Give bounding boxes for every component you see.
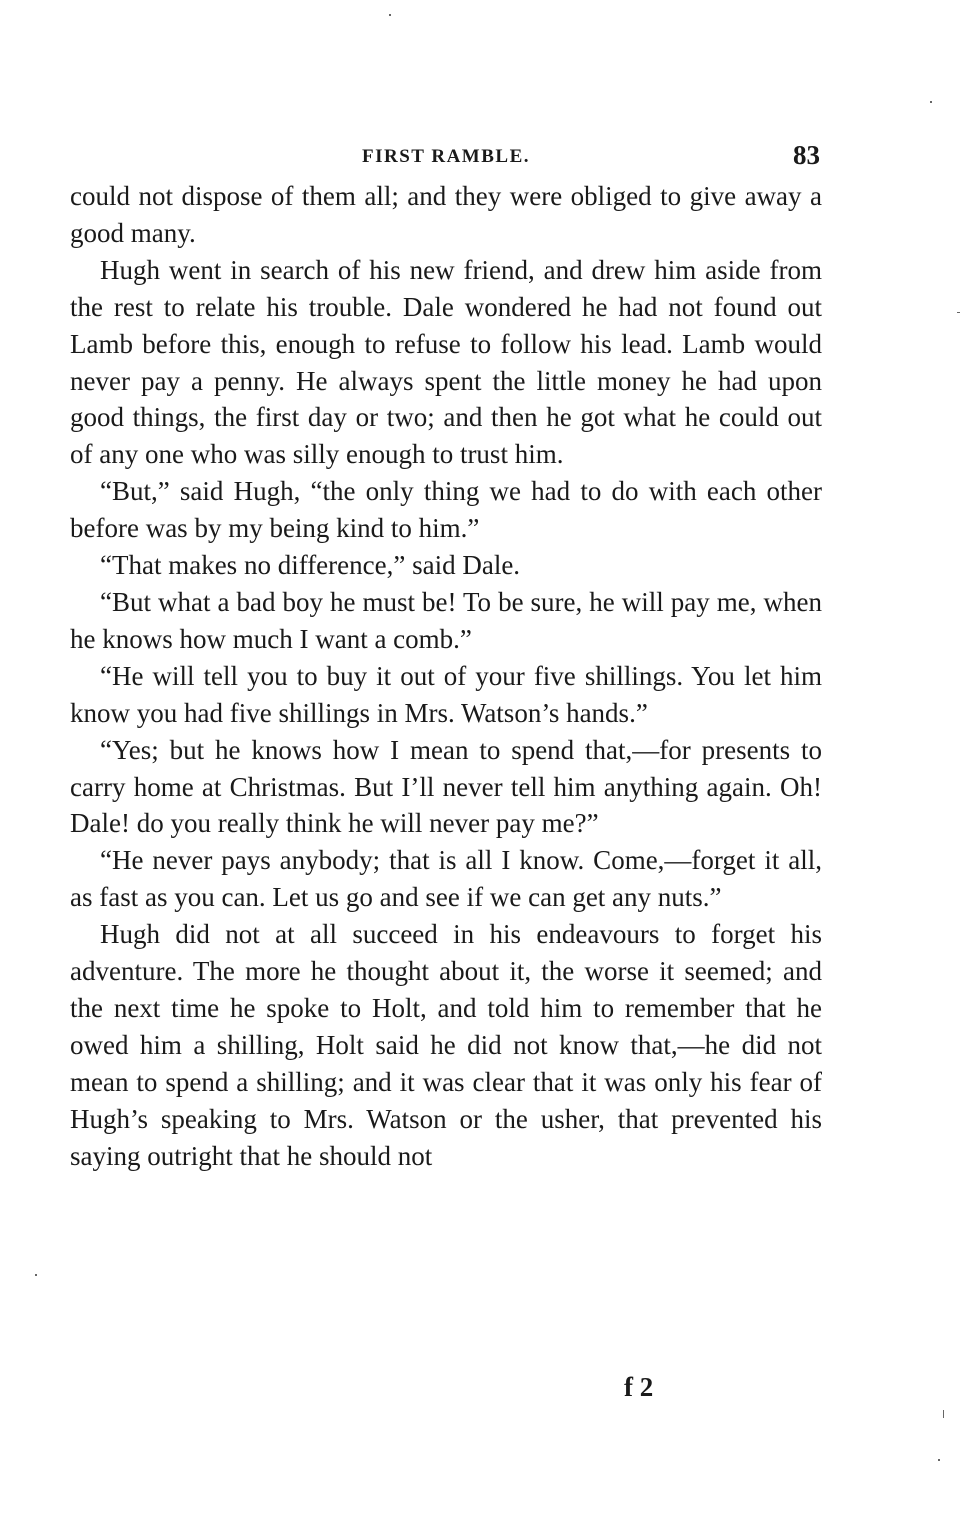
page-number: 83 [793, 140, 820, 170]
running-head [70, 138, 822, 178]
scan-speck [35, 1274, 37, 1276]
body-text [70, 178, 822, 1174]
scan-speck [389, 14, 391, 16]
paragraph: “But,” said Hugh, “the only thing we had to do with each other before was by my being kind to him.” [70, 476, 822, 544]
book-page [70, 138, 822, 1174]
signature-mark: f 2 [624, 1372, 654, 1402]
paragraph: could not dispose of them all; and they were obliged to give away a good many. [70, 181, 822, 248]
paragraph: Hugh went in search of his new friend, and drew him aside from the rest to relate his trouble. Dale wondered he had not found out Lamb before this, enough to refuse to follow his lead. Lamb would never pay a penny. He always spent the little money he had upon good things, the first day or two; and then he got what he could out of any one who was silly enough to trust him. [70, 254, 822, 470]
paragraph: “He will tell you to buy it out of your five shillings. You let him know you had five shillings in Mrs. Watson’s hands.” [70, 660, 822, 728]
paragraph: Hugh did not at all succeed in his endeavours to forget his adventure. The more he thought about it, the worse it seemed; and the next time he spoke to Holt, and told him to remember that he owed him a shilling, Holt said he did not know that,—he did not mean to spend a shilling; and it was clear that it was only his fear of Hugh’s speaking to Mrs. Watson or the usher, that prevented his saying outright that he should not [70, 919, 822, 1171]
scan-speck [943, 1410, 944, 1418]
paragraph: “Yes; but he knows how I mean to spend that,—for presents to carry home at Christmas. But I’ll never tell him anything again. Oh! Dale! do you really think he will never pay me?” [70, 734, 822, 839]
paragraph: “He never pays anybody; that is all I know. Come,—forget it all, as fast as you can. Let us go and see if we can get any nuts.” [70, 845, 822, 913]
paragraph: “But what a bad boy he must be! To be sure, he will pay me, when he knows how much I want a comb.” [70, 586, 822, 654]
running-title: FIRST RAMBLE. [361, 146, 530, 167]
scan-speck [938, 1459, 940, 1461]
paragraph: “That makes no difference,” said Dale. [100, 550, 521, 581]
scan-speck [930, 101, 932, 103]
